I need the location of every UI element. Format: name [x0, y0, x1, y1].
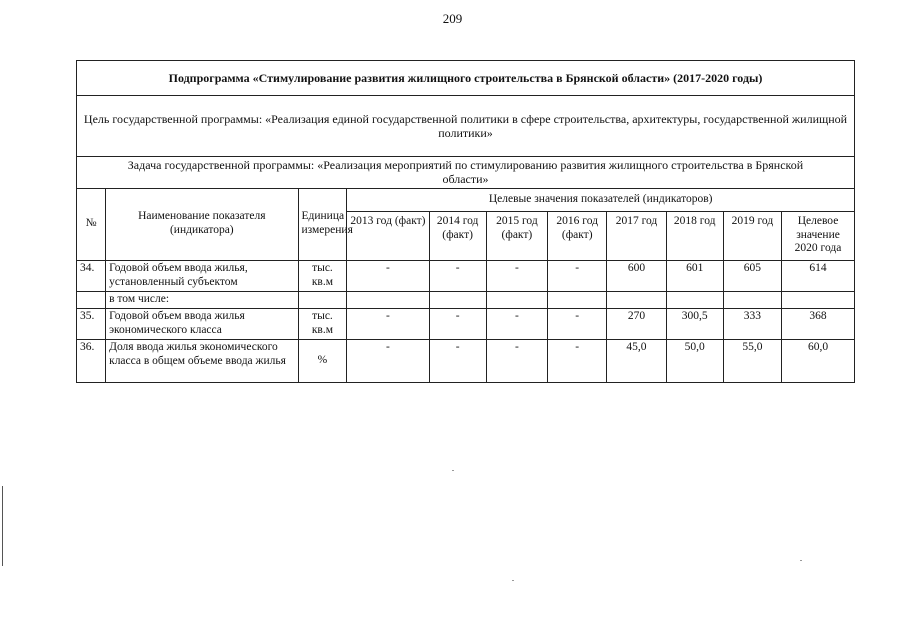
- cell-2018: [666, 291, 723, 308]
- row-unit: %: [298, 339, 347, 382]
- cell-2017: 600: [607, 260, 666, 291]
- header-year-2019: 2019 год: [723, 211, 781, 260]
- program-goal: Цель государственной программы: «Реализация единой государственной политики в сфере строительства, архитектуры, государственной жилищной политики»: [77, 96, 855, 157]
- row-number: 36.: [77, 339, 106, 382]
- scan-speck: [512, 580, 514, 581]
- cell-2020: 368: [782, 308, 855, 339]
- cell-2013: [347, 291, 429, 308]
- table-row: [77, 260, 855, 291]
- row-name: Годовой объем ввода жилья экономического класса: [106, 308, 298, 339]
- cell-2018: 50,0: [666, 339, 723, 382]
- cell-2014: -: [429, 339, 486, 382]
- header-num: №: [77, 188, 106, 260]
- header-year-2016: 2016 год (факт): [548, 211, 607, 260]
- header-targets: Целевые значения показателей (индикаторов): [347, 188, 855, 211]
- row-name: Доля ввода жилья экономического класса в общем объеме ввода жилья: [106, 339, 298, 382]
- page-number: 209: [442, 11, 463, 26]
- cell-2020: [782, 291, 855, 308]
- cell-2014: [429, 291, 486, 308]
- scan-speck: [800, 560, 802, 561]
- subprogram-title: Подпрограмма «Стимулирование развития жилищного строительства в Брянской области» (2017-2020 годы): [77, 61, 855, 96]
- cell-2014: -: [429, 308, 486, 339]
- cell-2015: -: [486, 339, 547, 382]
- header-name: Наименование показателя (индикатора): [106, 188, 298, 260]
- cell-2016: [548, 291, 607, 308]
- cell-2018: 300,5: [666, 308, 723, 339]
- cell-2014: -: [429, 260, 486, 291]
- header-year-2017: 2017 год: [607, 211, 666, 260]
- row-unit: [298, 291, 347, 308]
- row-number: 34.: [77, 260, 106, 291]
- header-year-2015: 2015 год (факт): [486, 211, 547, 260]
- cell-2015: -: [486, 308, 547, 339]
- header-year-2020-target: Целевое значение 2020 года: [782, 211, 855, 260]
- cell-2015: [486, 291, 547, 308]
- header-unit: Единица измерения: [298, 188, 347, 260]
- cell-2013: -: [347, 308, 429, 339]
- cell-2019: [723, 291, 781, 308]
- cell-2019: 605: [723, 260, 781, 291]
- cell-2020: 614: [782, 260, 855, 291]
- header-year-2013: 2013 год (факт): [347, 211, 429, 260]
- scan-speck: [452, 470, 454, 471]
- cell-2020: 60,0: [782, 339, 855, 382]
- cell-2019: 55,0: [723, 339, 781, 382]
- cell-2016: -: [548, 308, 607, 339]
- row-unit: тыс. кв.м: [298, 260, 347, 291]
- cell-2017: 270: [607, 308, 666, 339]
- cell-2017: 45,0: [607, 339, 666, 382]
- cell-2013: -: [347, 260, 429, 291]
- table-row: [77, 308, 855, 339]
- header-year-2018: 2018 год: [666, 211, 723, 260]
- program-task-cell: [77, 157, 855, 189]
- scan-edge-mark: [2, 486, 3, 566]
- cell-2013: -: [347, 339, 429, 382]
- row-unit: тыс. кв.м: [298, 308, 347, 339]
- row-name: в том числе:: [106, 291, 298, 308]
- cell-2015: -: [486, 260, 547, 291]
- cell-2016: -: [548, 339, 607, 382]
- indicator-table: [76, 60, 855, 383]
- row-name: Годовой объем ввода жилья, установленный субъектом: [106, 260, 298, 291]
- cell-2018: 601: [666, 260, 723, 291]
- row-number: 35.: [77, 308, 106, 339]
- cell-2019: 333: [723, 308, 781, 339]
- header-year-2014: 2014 год (факт): [429, 211, 486, 260]
- program-task: Задача государственной программы: «Реализация мероприятий по стимулированию развития жилищного строительства в Брянской области»: [127, 158, 804, 187]
- cell-2017: [607, 291, 666, 308]
- table-row: [77, 291, 855, 308]
- table-row: [77, 339, 855, 382]
- row-number: [77, 291, 106, 308]
- cell-2016: -: [548, 260, 607, 291]
